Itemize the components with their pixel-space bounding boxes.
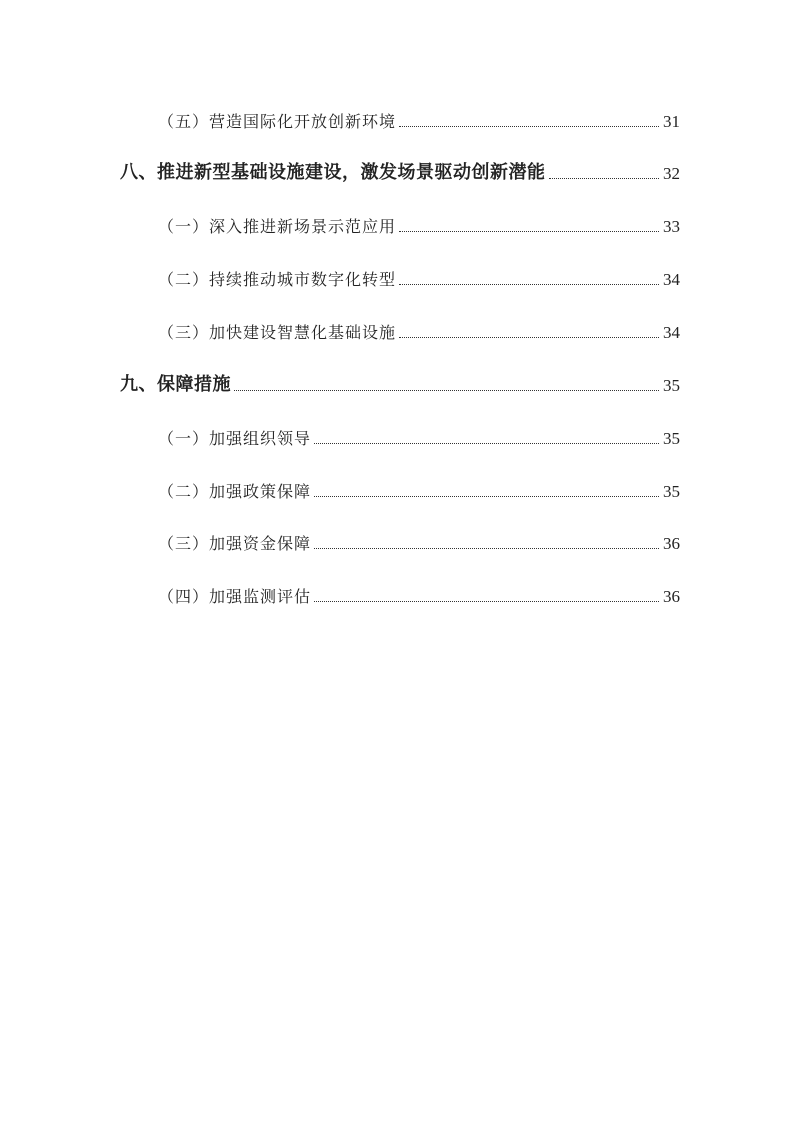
toc-page-number: 31: [663, 112, 680, 131]
toc-entry-title: （一）加强组织领导: [158, 429, 312, 448]
toc-entry-title: （三）加快建设智慧化基础设施: [158, 323, 397, 342]
toc-page-number: 34: [663, 323, 680, 342]
toc-entry-chapter-8[interactable]: [0, 154, 680, 184]
toc-entry-title: （一）深入推进新场景示范应用: [158, 217, 397, 236]
toc-entry-title: 九、保障措施: [120, 374, 231, 395]
dot-leader: [549, 178, 660, 179]
dot-leader: [314, 496, 659, 497]
dot-leader: [399, 231, 659, 232]
dot-leader: [399, 284, 659, 285]
toc-page-number: 34: [663, 270, 680, 289]
toc-page-number: 32: [663, 164, 680, 183]
toc-entry-title: （二）持续推动城市数字化转型: [158, 270, 397, 289]
toc-entry-chapter-9[interactable]: [0, 366, 680, 396]
dot-leader: [399, 126, 659, 127]
toc-page-number: 35: [663, 482, 680, 501]
dot-leader: [234, 390, 659, 391]
toc-page-number: 33: [663, 217, 680, 236]
toc-page-number: 35: [663, 429, 680, 448]
toc-entry-title: （二）加强政策保障: [158, 482, 312, 501]
toc-entry-section-8-2[interactable]: [0, 260, 680, 290]
dot-leader: [314, 601, 659, 602]
toc-entry-section-8-3[interactable]: [0, 313, 680, 343]
toc-entry-section-9-4[interactable]: [0, 577, 680, 607]
toc-page-number: 36: [663, 587, 680, 606]
toc-page-number: 36: [663, 534, 680, 553]
dot-leader: [314, 443, 659, 444]
dot-leader: [314, 548, 659, 549]
toc-entry-section-9-3[interactable]: [0, 524, 680, 554]
dot-leader: [399, 337, 659, 338]
toc-entry-title: （四）加强监测评估: [158, 587, 312, 606]
toc-entry-section-9-1[interactable]: [0, 419, 680, 449]
toc-entry-title: （三）加强资金保障: [158, 534, 312, 553]
toc-page-number: 35: [663, 376, 680, 395]
toc-entry-section-9-2[interactable]: [0, 472, 680, 502]
toc-entry-title: 八、推进新型基础设施建设，激发场景驱动创新潜能: [120, 162, 546, 183]
toc-entry-section-8-5[interactable]: [0, 102, 680, 132]
toc-entry-title: （五）营造国际化开放创新环境: [158, 112, 397, 131]
toc-entry-section-8-1[interactable]: [0, 207, 680, 237]
